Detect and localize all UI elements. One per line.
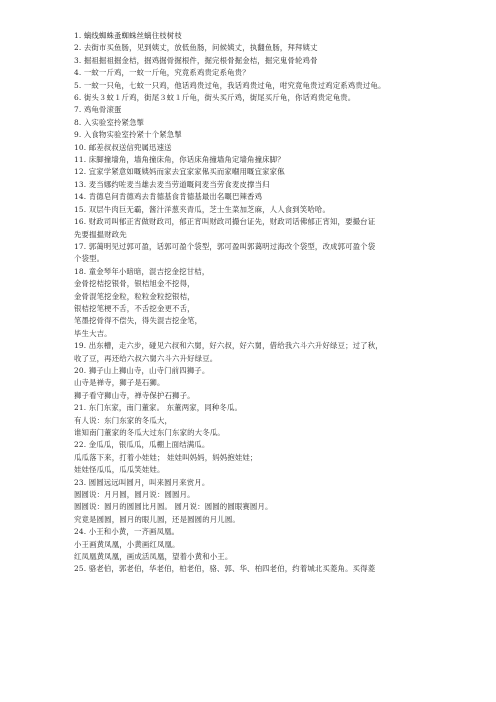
text-line: 金骨挖桔挖银骨，银桔旭金不挖得， — [74, 279, 195, 289]
text-line: 13. 麦当娜约咗麦当雄去麦当劳道嘅间麦当劳食麦皮撑当归 — [74, 179, 270, 189]
text-line: 3. 掘祖掘祖掘金桔，掘鸡掘骨掘根件，掘完根骨掘金桔，掘完鬼骨轮鸡骨 — [74, 55, 318, 65]
text-line: 先要揾揾财政先 — [74, 229, 127, 239]
text-line: 19. 出东槽，走六步，碰见六叔和六舅，好六叔，好六舅，借给我六斗六升好绿豆；过了秋， — [74, 341, 383, 351]
text-line: 究竟是圆圆，圆月的眼儿圆，还是圆圆的月儿圆。 — [74, 514, 240, 524]
text-line: 22. 金瓜瓜，银瓜瓜，瓜棚上面结满瓜。 — [74, 440, 210, 450]
text-line: 谁知南门董家的冬瓜大过东门东家的大冬瓜。 — [74, 428, 225, 437]
text-line: 金骨混笔挖金粒，粒粒金粒挖银桔， — [74, 291, 195, 301]
text-line: 瓜瓜落下来，打着小娃娃； 娃娃叫妈妈，妈妈抱娃娃； — [74, 452, 258, 462]
text-line: 个袋型。 — [74, 254, 105, 264]
text-line: 12. 宜家学紧意如嘅姨妈而家去宜家家俬买而家嗰用嘅宜家家俬 — [74, 167, 285, 177]
text-line: 收了豆，再还给六叔六舅六斗六升好绿豆。 — [74, 353, 218, 363]
text-line: 14. 肯德皂问肯德鸡去肯德基食肯德基最出名嘅巴辣香鸡 — [74, 192, 263, 202]
text-line: 圆圆说：月月圆，圆月说：圆圆月。 — [74, 490, 195, 500]
text-line: 2. 去街市买鱼肠，见到姨丈，放低鱼肠，问候姨丈，执翻鱼肠，拜拜姨丈 — [74, 43, 318, 53]
text-line: 7. 鸡龟骨滚蛋 — [74, 105, 122, 115]
text-line: 11. 床脚撞墙角，墙角撞床角，你话床角撞墙角定墙角撞床脚？ — [74, 155, 285, 165]
text-line: 有人说：东门东家的冬瓜大， — [74, 415, 173, 425]
text-line: 笔墨挖骨得不偿失，得失混吉挖金笔， — [74, 316, 203, 326]
text-line: 圆圆说：圆月的圆圆比月圆。 圆月说：圆圆的圆眼赛圆月。 — [74, 502, 273, 512]
text-line: 15. 双层牛肉巨无霸，酱汁洋葱夹青瓜，芝士生菜加芝麻，人人食到笑哈哈。 — [74, 204, 331, 214]
text-line: 1. 螭线蜘蛛蚤蜘蛛丝螭住枝树枝 — [74, 31, 182, 40]
text-line: 23. 圆圆远远叫圆月，叫来圆月来赏月。 — [74, 477, 210, 487]
text-line: 17. 郭蔼明见过郭可盈，话郭可盈个袋型，郭可盈叫郭蔼明过海改个袋型，改成郭可盈个袋 — [74, 241, 376, 251]
tongue-twister-list — [74, 30, 430, 576]
text-line: 5. 一蚊一只龟，七蚊一只鸡，他话鸡贵过龟，我话鸡贵过龟，咁究竟龟贵过鸡定系鸡贵过龟。 — [74, 80, 386, 90]
text-line: 银桔挖笔梗不舌，不舌挖金更不舌， — [74, 303, 195, 313]
text-line: 娃娃怪瓜瓜，瓜瓜笑娃娃。 — [74, 465, 165, 475]
text-line: 小王画黄凤凰，小黄画红凤凰。 — [74, 539, 180, 549]
text-line: 毕生大吉。 — [74, 328, 112, 338]
text-line: 8. 入实验室拎紧急掣 — [74, 117, 145, 127]
text-line: 25. 骆老伯，郭老伯，华老伯，柏老伯，骆、郭、华、柏四老伯，约着城北买菱角。买得菱 — [74, 564, 376, 574]
text-line: 9. 入食物实验室拎紧十个紧急掣 — [74, 130, 182, 140]
text-line: 4. 一蚊一斤鸡，一蚊一斤龟，究竟系鸡贵定系龟贵？ — [74, 68, 250, 78]
text-line: 6. 街头３蚊１斤鸡，街尾３蚊１斤龟，街头买斤鸡，街尾买斤龟，你话鸡贵定龟贵。 — [74, 93, 356, 103]
text-line: 10. 邮差叔叔送信兜属迅速送 — [74, 142, 172, 152]
text-line: 24. 小王和小黄，一齐画凤凰。 — [74, 527, 180, 537]
text-line: 20. 狮子山上狮山寺，山寺门前四狮子。 — [74, 365, 210, 375]
text-line: 16. 财政司叫郁正宵做财政司，郁正宵叫财政司撮台证先，财政司话佛郁正宵知，要撮台证 — [74, 217, 376, 227]
text-line: 红凤凰黄凤凰，画成活凤凰，望着小黄和小王。 — [74, 552, 233, 562]
text-line: 21. 东门东家，南门董家。 东董两家，同种冬瓜。 — [74, 403, 243, 413]
text-line: 山寺是禅寺，狮子是石狮。 — [74, 378, 165, 388]
text-line: 狮子看守狮山寺，禅寺保护石狮子。 — [74, 390, 195, 400]
text-line: 18. 童金琴年小暗暗，混吉挖金挖甘桔， — [74, 266, 210, 276]
